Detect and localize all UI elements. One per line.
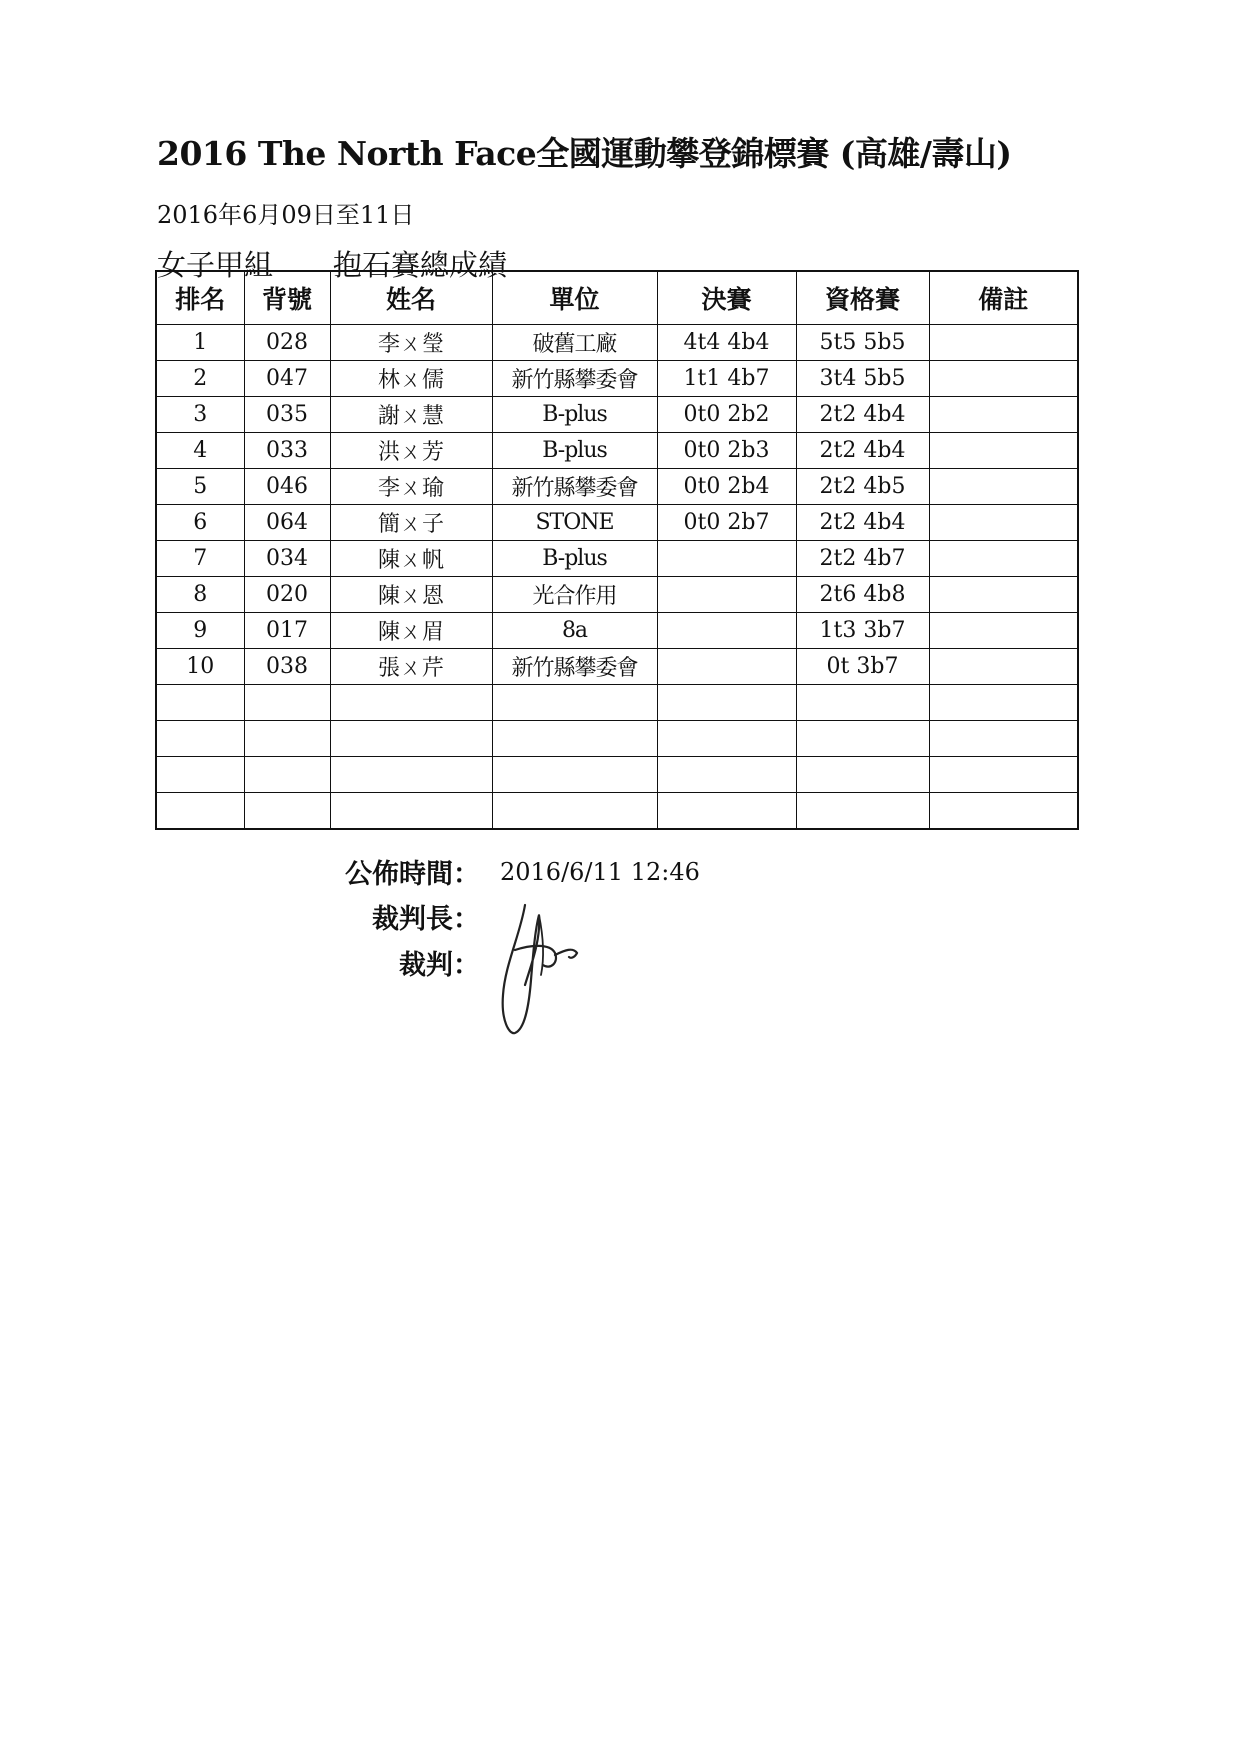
qualifier-cell	[796, 685, 929, 721]
remark-cell	[929, 685, 1078, 721]
qualifier-cell: 5t5 5b5	[796, 325, 929, 361]
remark-cell	[929, 433, 1078, 469]
rank-cell: 4	[156, 433, 244, 469]
rank-cell: 6	[156, 505, 244, 541]
qualifier-cell: 2t2 4b5	[796, 469, 929, 505]
table-row	[156, 757, 1078, 793]
table-row	[156, 541, 1078, 577]
qualifier-cell: 3t4 5b5	[796, 361, 929, 397]
unit-cell: 新竹縣攀委會	[492, 361, 657, 397]
name-cell	[330, 721, 492, 757]
table-row	[156, 397, 1078, 433]
column-header: 備註	[929, 271, 1078, 325]
unit-cell: 光合作用	[492, 577, 657, 613]
name-cell: 謝ㄨ慧	[330, 397, 492, 433]
rank-cell: 10	[156, 649, 244, 685]
results-body	[156, 325, 1078, 830]
rank-cell: 7	[156, 541, 244, 577]
rank-cell	[156, 757, 244, 793]
bib-cell: 064	[244, 505, 330, 541]
table-row	[156, 325, 1078, 361]
name-cell: 陳ㄨ帆	[330, 541, 492, 577]
bib-cell: 028	[244, 325, 330, 361]
bib-cell	[244, 793, 330, 830]
final-cell: 0t0 2b3	[657, 433, 796, 469]
final-cell: 0t0 2b2	[657, 397, 796, 433]
name-cell: 林ㄨ儒	[330, 361, 492, 397]
table-row	[156, 577, 1078, 613]
name-cell: 陳ㄨ恩	[330, 577, 492, 613]
name-cell: 李ㄨ瑩	[330, 325, 492, 361]
name-cell	[330, 793, 492, 830]
final-cell: 4t4 4b4	[657, 325, 796, 361]
column-header: 排名	[156, 271, 244, 325]
event-label: 抱石賽總成績	[333, 248, 508, 282]
name-cell: 張ㄨ芹	[330, 649, 492, 685]
remark-cell	[929, 361, 1078, 397]
bib-cell: 035	[244, 397, 330, 433]
bib-cell: 020	[244, 577, 330, 613]
header-row	[156, 271, 1078, 325]
document-title: 2016 The North Face全國運動攀登錦標賽 (高雄/壽山)	[157, 134, 1012, 173]
name-cell	[330, 685, 492, 721]
table-row	[156, 469, 1078, 505]
signature-mark	[495, 895, 635, 1045]
final-cell	[657, 721, 796, 757]
rank-cell	[156, 685, 244, 721]
qualifier-cell: 2t2 4b4	[796, 433, 929, 469]
remark-cell	[929, 721, 1078, 757]
remark-cell	[929, 397, 1078, 433]
table-row	[156, 721, 1078, 757]
rank-cell: 2	[156, 361, 244, 397]
unit-cell: B-plus	[492, 541, 657, 577]
name-cell: 簡ㄨ子	[330, 505, 492, 541]
bib-cell	[244, 757, 330, 793]
bib-cell: 046	[244, 469, 330, 505]
qualifier-cell: 2t2 4b7	[796, 541, 929, 577]
table-row	[156, 361, 1078, 397]
column-header: 單位	[492, 271, 657, 325]
table-row	[156, 685, 1078, 721]
unit-cell: B-plus	[492, 433, 657, 469]
column-header: 背號	[244, 271, 330, 325]
publish-time-label: 公佈時間：	[345, 859, 480, 890]
table-row	[156, 505, 1078, 541]
publish-time-value: 2016/6/11 12:46	[500, 858, 700, 886]
division-label: 女子甲組	[157, 248, 274, 282]
bib-cell: 017	[244, 613, 330, 649]
final-cell	[657, 793, 796, 830]
final-cell	[657, 577, 796, 613]
remark-cell	[929, 757, 1078, 793]
name-cell	[330, 757, 492, 793]
unit-cell: 8a	[492, 613, 657, 649]
qualifier-cell: 0t 3b7	[796, 649, 929, 685]
rank-cell: 1	[156, 325, 244, 361]
rank-cell: 5	[156, 469, 244, 505]
remark-cell	[929, 541, 1078, 577]
bib-cell: 034	[244, 541, 330, 577]
bib-cell: 047	[244, 361, 330, 397]
name-cell: 李ㄨ瑜	[330, 469, 492, 505]
rank-cell: 8	[156, 577, 244, 613]
table-row	[156, 433, 1078, 469]
rank-cell	[156, 721, 244, 757]
final-cell	[657, 613, 796, 649]
rank-cell: 9	[156, 613, 244, 649]
bib-cell: 038	[244, 649, 330, 685]
qualifier-cell	[796, 793, 929, 830]
unit-cell	[492, 685, 657, 721]
unit-cell: 新竹縣攀委會	[492, 469, 657, 505]
qualifier-cell: 2t2 4b4	[796, 397, 929, 433]
judge-label: 裁判：	[399, 950, 480, 981]
unit-cell: 破舊工廠	[492, 325, 657, 361]
table-row	[156, 649, 1078, 685]
bib-cell: 033	[244, 433, 330, 469]
unit-cell: B-plus	[492, 397, 657, 433]
final-cell	[657, 541, 796, 577]
name-cell: 陳ㄨ眉	[330, 613, 492, 649]
column-header: 決賽	[657, 271, 796, 325]
unit-cell	[492, 721, 657, 757]
remark-cell	[929, 649, 1078, 685]
rank-cell	[156, 793, 244, 830]
remark-cell	[929, 577, 1078, 613]
table-row	[156, 613, 1078, 649]
column-header: 資格賽	[796, 271, 929, 325]
bib-cell	[244, 721, 330, 757]
remark-cell	[929, 613, 1078, 649]
bib-cell	[244, 685, 330, 721]
remark-cell	[929, 505, 1078, 541]
unit-cell: 新竹縣攀委會	[492, 649, 657, 685]
final-cell: 0t0 2b7	[657, 505, 796, 541]
name-cell: 洪ㄨ芳	[330, 433, 492, 469]
qualifier-cell	[796, 757, 929, 793]
unit-cell	[492, 757, 657, 793]
date-range: 2016年6月09日至11日	[157, 201, 415, 229]
qualifier-cell: 2t6 4b8	[796, 577, 929, 613]
qualifier-cell: 1t3 3b7	[796, 613, 929, 649]
remark-cell	[929, 325, 1078, 361]
qualifier-cell	[796, 721, 929, 757]
table-row	[156, 793, 1078, 830]
remark-cell	[929, 469, 1078, 505]
final-cell: 0t0 2b4	[657, 469, 796, 505]
unit-cell: STONE	[492, 505, 657, 541]
final-cell	[657, 685, 796, 721]
column-header: 姓名	[330, 271, 492, 325]
remark-cell	[929, 793, 1078, 830]
final-cell: 1t1 4b7	[657, 361, 796, 397]
qualifier-cell: 2t2 4b4	[796, 505, 929, 541]
final-cell	[657, 649, 796, 685]
rank-cell: 3	[156, 397, 244, 433]
final-cell	[657, 757, 796, 793]
chief-judge-label: 裁判長：	[372, 904, 480, 935]
unit-cell	[492, 793, 657, 830]
results-table	[155, 270, 1079, 830]
